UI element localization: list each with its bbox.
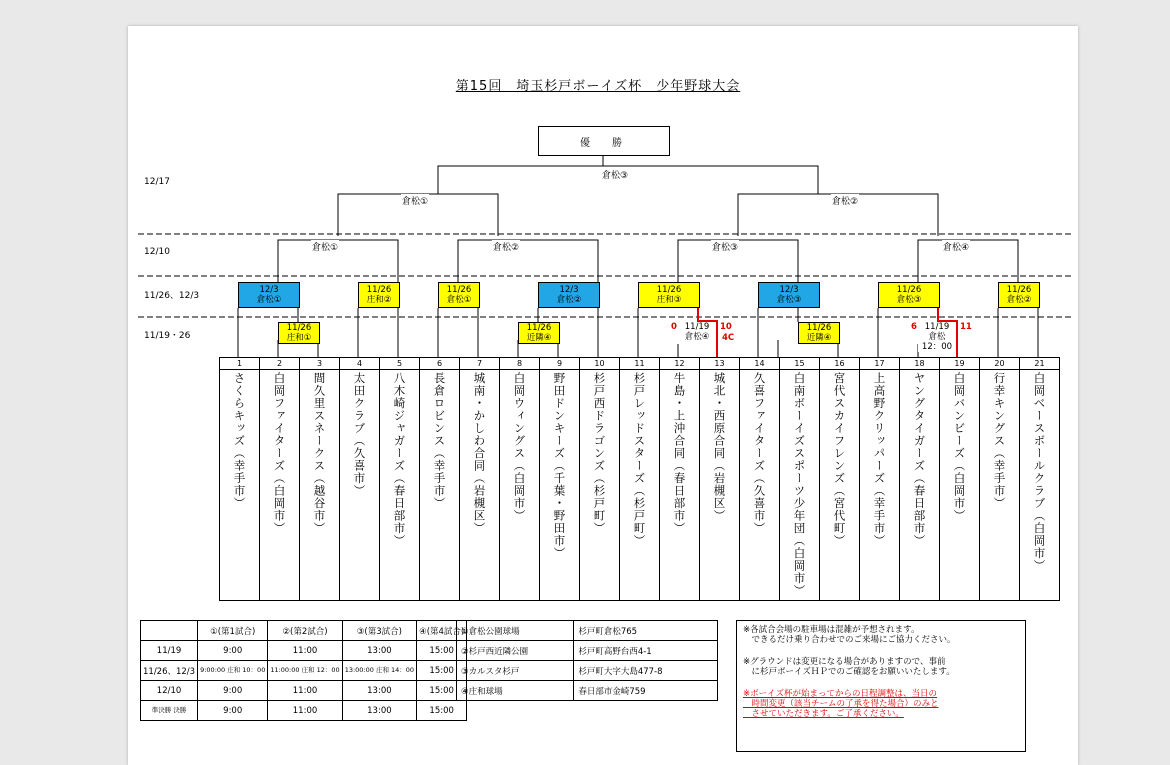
team-name: 間久里スネークス（越谷市） — [312, 372, 327, 535]
match-venue: 倉松③ — [776, 295, 802, 305]
team-column — [779, 357, 820, 601]
match-box-r1-2 — [518, 322, 560, 344]
team-name: 牛島・上沖合同（春日部市） — [672, 372, 687, 535]
team-column — [979, 357, 1020, 601]
match-box-r2-7 — [878, 282, 940, 308]
team-column — [659, 357, 700, 601]
team-number: 20 — [980, 358, 1019, 370]
match-venue: 庄和② — [366, 295, 392, 305]
team-name: 宮代スカイフレンズ（宮代町） — [832, 372, 847, 547]
team-number: 21 — [1020, 358, 1059, 370]
match-box-r2-3 — [438, 282, 480, 308]
schedule-time: 11:00 — [268, 681, 342, 701]
team-number: 9 — [540, 358, 579, 370]
score-team-19: 11 — [960, 322, 972, 332]
team-name: 城北・西原合同（岩槻区） — [712, 372, 727, 522]
match-venue: 倉松① — [256, 295, 282, 305]
venue-name: ④庄和球場 — [457, 681, 574, 701]
team-column — [259, 357, 300, 601]
team-number: 14 — [740, 358, 779, 370]
match-venue: 倉松② — [556, 295, 582, 305]
team-number: 10 — [580, 358, 619, 370]
team-name: 城南・かしわ合同（岩槻区） — [472, 372, 487, 535]
schedule-time: 13:00 — [342, 641, 416, 661]
champion-box: 優 勝 — [538, 126, 670, 156]
team-column — [299, 357, 340, 601]
match-venue: 近隣④ — [806, 333, 832, 343]
team-number: 4 — [340, 358, 379, 370]
team-number: 5 — [380, 358, 419, 370]
team-name: 白岡ファイターズ（白岡市） — [272, 372, 287, 535]
venue-address: 杉戸町大字大島477-8 — [574, 661, 718, 681]
schedule-time: 9:00:00 庄和 10：00 — [198, 661, 268, 681]
team-column — [859, 357, 900, 601]
schedule-time: 15:00 — [417, 661, 467, 681]
venue-name: ③カルスタ杉戸 — [457, 661, 574, 681]
team-column — [419, 357, 460, 601]
venue-name: ②杉戸西近隣公園 — [457, 641, 574, 661]
schedule-row — [141, 641, 467, 661]
round-date-quarter: 12/10 — [144, 247, 170, 257]
match-venue: 倉松② — [1006, 295, 1032, 305]
note-schedule-adjust: ※ボーイズ杯が始まってからの日程調整は、当日の 時間変更（該当チームの了承を得た場合）のみと させていただきます。ご了承ください。 — [743, 689, 939, 719]
team-name: 久喜ファイターズ（久喜市） — [752, 372, 767, 535]
team-name: 太田クラブ（久喜市） — [352, 372, 367, 497]
team-name: 上高野クリッパーズ（幸手市） — [872, 372, 887, 547]
team-column — [539, 357, 580, 601]
match-box-r1-3 — [678, 322, 716, 342]
team-name: 杉戸西ドラゴンズ（杉戸町） — [592, 372, 607, 535]
note-ground-change: ※グラウンドは変更になる場合がありますので、事前 に杉戸ボーイズＨＰでのご確認をお願いいたします。 — [743, 657, 955, 677]
schedule-time: 9:00 — [198, 641, 268, 661]
semi-venue-label-2: 倉松② — [831, 194, 859, 207]
venue-address: 春日部市金崎759 — [574, 681, 718, 701]
quarter-venue-label-1: 倉松① — [311, 240, 339, 253]
team-column — [339, 357, 380, 601]
score-team-18: 6 — [911, 322, 917, 332]
schedule-header: ③(第3試合) — [342, 621, 416, 641]
score-note-13: 4C — [722, 333, 735, 343]
match-date: 11/26 — [1006, 285, 1032, 295]
match-date: 11/19 — [924, 322, 950, 332]
schedule-header-row — [141, 621, 467, 641]
venue-address: 杉戸町倉松765 — [574, 621, 718, 641]
match-box-r2-4 — [538, 282, 600, 308]
schedule-table — [140, 620, 467, 721]
team-name: 白岡ベースボールクラブ（白岡市） — [1032, 372, 1047, 572]
team-column — [1019, 357, 1060, 601]
schedule-header — [141, 621, 198, 641]
team-list — [220, 357, 1060, 601]
schedule-time: 13:00 — [342, 681, 416, 701]
semi-venue-label-1: 倉松① — [401, 194, 429, 207]
quarter-venue-label-3: 倉松③ — [711, 240, 739, 253]
schedule-date: 11/26、12/3 — [141, 661, 198, 681]
team-name: 八木崎ジャガーズ（春日部市） — [392, 372, 407, 547]
team-column — [699, 357, 740, 601]
note-parking: ※各試合会場の駐車場は混雑が予想されます。 できるだけ乗り合わせでのご来場にご協力ください。 — [743, 625, 956, 645]
team-number: 17 — [860, 358, 899, 370]
team-column — [939, 357, 980, 601]
team-name: 白南ボーイズスポーツ少年団（白岡市） — [792, 372, 807, 597]
schedule-time: 11:00:00 庄和 12：00 — [268, 661, 342, 681]
venue-row — [457, 641, 718, 661]
quarter-venue-label-4: 倉松④ — [942, 240, 970, 253]
match-venue: 庄和③ — [656, 295, 682, 305]
schedule-time: 9:00 — [198, 681, 268, 701]
team-name: さくらキッズ（幸手市） — [232, 372, 247, 510]
team-name: 白岡バンビーズ（白岡市） — [952, 372, 967, 522]
schedule-row — [141, 701, 467, 721]
team-number: 6 — [420, 358, 459, 370]
round-date-first: 11/19・26 — [144, 331, 191, 341]
match-box-r2-8 — [998, 282, 1040, 308]
schedule-row — [141, 681, 467, 701]
schedule-header: ④(第4試合) — [417, 621, 467, 641]
score-team-12: 0 — [671, 322, 677, 332]
team-name: 長倉ロビンス（幸手市） — [432, 372, 447, 510]
bracket-lines — [128, 26, 1078, 366]
match-box-r1-5 — [918, 322, 956, 352]
match-box-r1-4 — [798, 322, 840, 344]
match-date: 11/26 — [896, 285, 922, 295]
team-column — [579, 357, 620, 601]
team-column — [819, 357, 860, 601]
schedule-time: 15:00 — [417, 641, 467, 661]
venue-row — [457, 621, 718, 641]
team-number: 7 — [460, 358, 499, 370]
match-venue: 倉松① — [446, 295, 472, 305]
match-date: 11/26 — [656, 285, 682, 295]
match-venue: 庄和① — [286, 333, 312, 343]
team-name: 行幸キングス（幸手市） — [992, 372, 1007, 510]
match-box-r2-5 — [638, 282, 700, 308]
schedule-time: 11:00 — [268, 701, 342, 721]
team-number: 2 — [260, 358, 299, 370]
team-column — [499, 357, 540, 601]
team-column — [739, 357, 780, 601]
venue-address: 杉戸町高野台西4-1 — [574, 641, 718, 661]
schedule-time: 13:00 — [342, 701, 416, 721]
match-box-r2-1 — [238, 282, 300, 308]
schedule-time: 15:00 — [417, 701, 467, 721]
match-date: 12/3 — [779, 285, 799, 295]
team-name: 杉戸レッドスターズ（杉戸町） — [632, 372, 647, 547]
team-name: 野田ドンキーズ（千葉・野田市） — [552, 372, 567, 560]
schedule-date: 11/19 — [141, 641, 198, 661]
schedule-date: 12/10 — [141, 681, 198, 701]
team-number: 16 — [820, 358, 859, 370]
notes-box — [736, 620, 1026, 752]
team-column — [459, 357, 500, 601]
final-venue-label: 倉松③ — [601, 168, 629, 181]
match-date: 12/3 — [259, 285, 279, 295]
schedule-time: 15:00 — [417, 681, 467, 701]
venue-row — [457, 661, 718, 681]
match-date: 11/26 — [366, 285, 392, 295]
bracket-sheet — [128, 26, 1078, 765]
team-number: 19 — [940, 358, 979, 370]
team-number: 8 — [500, 358, 539, 370]
team-number: 12 — [660, 358, 699, 370]
venue-row — [457, 681, 718, 701]
page-title: 第15回 埼玉杉戸ボーイズ杯 少年野球大会 — [455, 79, 741, 94]
match-box-r1-1 — [278, 322, 320, 344]
match-date: 11/26 — [446, 285, 472, 295]
match-date: 11/26 — [526, 323, 552, 333]
team-number: 11 — [620, 358, 659, 370]
schedule-time: 9:00 — [198, 701, 268, 721]
round-date-second: 11/26、12/3 — [144, 291, 200, 301]
match-box-r2-2 — [358, 282, 400, 308]
match-date: 12/3 — [559, 285, 579, 295]
team-column — [619, 357, 660, 601]
team-column — [219, 357, 260, 601]
schedule-time: 13:00:00 庄和 14：00 — [342, 661, 416, 681]
schedule-header: ②(第2試合) — [268, 621, 342, 641]
match-date: 11/26 — [286, 323, 312, 333]
team-number: 15 — [780, 358, 819, 370]
match-venue: 倉松③ — [896, 295, 922, 305]
team-name: ヤングタイガーズ（春日部市） — [912, 372, 927, 547]
match-date: 11/26 — [806, 323, 832, 333]
team-column — [379, 357, 420, 601]
venue-table — [456, 620, 718, 701]
round-date-final: 12/17 — [144, 177, 170, 187]
schedule-row — [141, 661, 467, 681]
match-venue: 近隣④ — [526, 333, 552, 343]
team-number: 1 — [220, 358, 259, 370]
match-date: 11/19 — [684, 322, 710, 332]
team-name: 白岡ウィングス（白岡市） — [512, 372, 527, 522]
quarter-venue-label-2: 倉松② — [492, 240, 520, 253]
team-column — [899, 357, 940, 601]
team-number: 13 — [700, 358, 739, 370]
match-venue: 倉松④ — [684, 332, 710, 342]
team-number: 3 — [300, 358, 339, 370]
venue-name: ①倉松公園球場 — [457, 621, 574, 641]
match-venue: 倉松 — [928, 332, 946, 342]
team-number: 18 — [900, 358, 939, 370]
score-team-13: 10 — [720, 322, 732, 332]
match-box-r2-6 — [758, 282, 820, 308]
schedule-date: 準決勝 決勝 — [141, 701, 198, 721]
schedule-header: ①(第1試合) — [198, 621, 268, 641]
schedule-time: 11:00 — [268, 641, 342, 661]
match-time: 12：00 — [921, 342, 953, 352]
